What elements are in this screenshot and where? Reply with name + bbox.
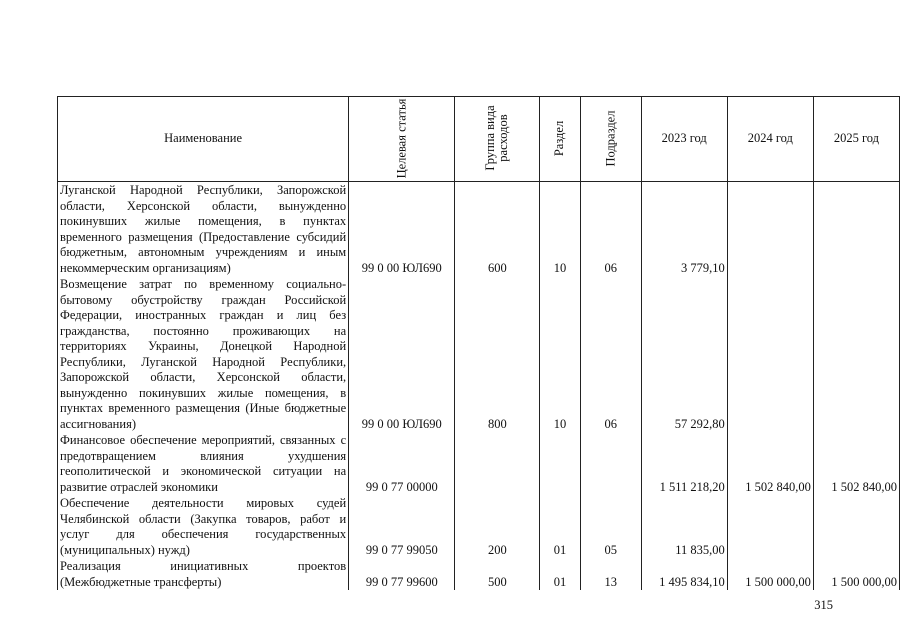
row-section: 01 [540,558,580,590]
header-section: Раздел [540,97,580,182]
header-target-article: Целевая статья [349,97,455,182]
row-2024 [727,276,813,432]
row-2023: 1 495 834,10 [641,558,727,590]
row-section: 01 [540,495,580,558]
header-row [58,97,900,182]
row-2023: 11 835,00 [641,495,727,558]
row-section [540,432,580,495]
page-number: 315 [814,598,833,612]
header-name: Наименование [58,97,349,182]
table-row [58,182,900,277]
row-group [455,432,540,495]
row-2023: 1 511 218,20 [641,432,727,495]
header-subsection: Подраздел [580,97,641,182]
row-subsection: 05 [580,495,641,558]
row-2023: 3 779,10 [641,182,727,277]
row-article: 99 0 77 99050 [349,495,455,558]
row-group: 600 [455,182,540,277]
row-article: 99 0 77 00000 [349,432,455,495]
row-article: 99 0 77 99600 [349,558,455,590]
row-name: Возмещение затрат по временному социально-бытовому обустройству граждан Российской Федерации, иностранных граждан и лиц без гражданства, постоянно проживающих на территориях Украины, Донецкой Народной Республики, Луганской Народной Республики, Запорожской области, Херсонской области, вынужденно покинувших жилые помещения, в пунктах временного размещения (Иные бюджетные ассигнования) [58,276,349,432]
row-2024: 1 502 840,00 [727,432,813,495]
row-2025 [813,495,899,558]
row-2025 [813,276,899,432]
row-2024: 1 500 000,00 [727,558,813,590]
row-2023: 57 292,80 [641,276,727,432]
table-row [58,276,900,432]
row-2025 [813,182,899,277]
table-row [58,558,900,590]
row-name: Реализация инициативных проектов (Межбюджетные трансферты) [58,558,349,590]
row-2025: 1 502 840,00 [813,432,899,495]
row-article: 99 0 00 ЮЛ690 [349,276,455,432]
table-row [58,495,900,558]
header-2025: 2025 год [813,97,899,182]
row-subsection: 06 [580,276,641,432]
row-group: 200 [455,495,540,558]
row-2024 [727,495,813,558]
budget-table [57,96,900,590]
row-group: 500 [455,558,540,590]
row-subsection: 06 [580,182,641,277]
row-subsection: 13 [580,558,641,590]
header-expense-group: Группа вида расходов [455,97,540,182]
row-article: 99 0 00 ЮЛ690 [349,182,455,277]
row-name: Луганской Народной Республики, Запорожской области, Херсонской области, вынужденно покинувших жилые помещения, в пунктах временного размещения (Предоставление субсидий бюджетным, автономным учреждениям и иным некоммерческим организациям) [58,182,349,277]
row-section: 10 [540,182,580,277]
row-subsection [580,432,641,495]
table-row [58,432,900,495]
row-name: Финансовое обеспечение мероприятий, связанных с предотвращением влияния ухудшения геополитической и экономической ситуации на развитие отраслей экономики [58,432,349,495]
row-2025: 1 500 000,00 [813,558,899,590]
header-2024: 2024 год [727,97,813,182]
row-2024 [727,182,813,277]
header-2023: 2023 год [641,97,727,182]
row-section: 10 [540,276,580,432]
row-name: Обеспечение деятельности мировых судей Челябинской области (Закупка товаров, работ и услуг для обеспечения государственных (муниципальных) нужд) [58,495,349,558]
row-group: 800 [455,276,540,432]
